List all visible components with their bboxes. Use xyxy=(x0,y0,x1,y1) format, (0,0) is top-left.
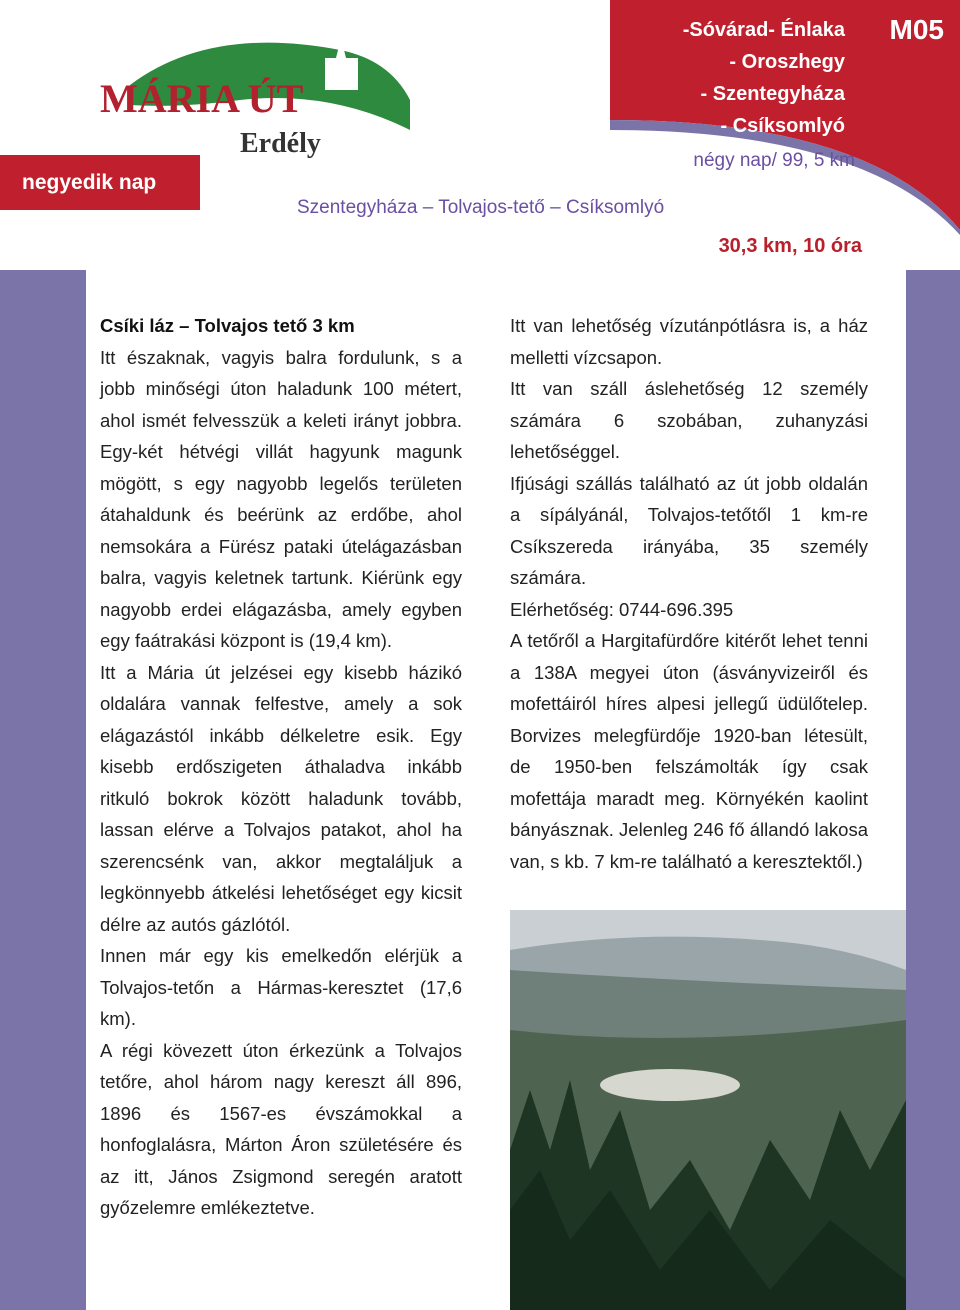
paragraph: A tetőről a Hargitafürdőre kitérőt lehet tenni a 138A megyei úton (ásványvizeiről és mofettáiról híres alpesi jellegű üdülőtelep. Borvizes melegfürdője 1920-ban létesült, de 1950-ben felszámolták így csak mofettája maradt meg. Környékén kaolint bányásznak. Jelenleg 246 fő állandó lakosa van, s kb. 7 km-re található a keresztektől.) xyxy=(510,630,868,872)
right-column xyxy=(510,310,868,877)
paragraph: A régi kövezett úton érkezünk a Tolvajos tetőre, ahol három nagy kereszt áll 896, 1896 és 1567-es évszámokkal a honfoglalásra, Márton Áron születésére és az itt, János Zsigmond seregén aratott győzelemre emlékeztetve. xyxy=(100,1039,462,1218)
route-title: Szentegyháza – Tolvajos-tető – Csíksomlyó xyxy=(297,197,665,218)
paragraph: Itt a Mária út jelzései egy kisebb házikó oldalára vannak felfestve, amely a sok elágazástól inkább délkeletre esik. Egy kisebb erdőszigeten áthaladva inkább ritkuló bokrok között haladunk tovább, lassan elérve a Tolvajos patakot, ahol ha szerencsénk van, akkor megtaláljuk a legkönnyebb átkelési lehetőséget egy kicsit délre az autós gázlótól. xyxy=(100,661,462,935)
day-label: negyedik nap xyxy=(0,155,200,210)
paragraph: Elérhetőség: 0744-696.395 xyxy=(510,598,734,620)
content-panel xyxy=(86,270,906,1310)
route-stops xyxy=(683,14,845,142)
paragraph: Innen már egy kis emelkedőn elérjük a Tolvajos-tetőn a Hármas-keresztet (17,6 km). xyxy=(100,945,462,1029)
days-distance: négy nap/ 99, 5 km xyxy=(693,150,855,171)
paragraph: Itt van lehetőség vízutánpótlásra is, a ház melletti vízcsapon. xyxy=(510,315,868,368)
stop: - Szentegyháza xyxy=(700,83,845,105)
paragraph: Ifjúsági szállás található az út jobb oldalán a sípályánál, Tolvajos-tetőtől 1 km-re Csíkszereda irányába, 35 személy számára. xyxy=(510,472,868,588)
section-heading: Csíki láz – Tolvajos tető 3 km xyxy=(100,315,355,336)
landscape-photo xyxy=(510,910,906,1310)
route-code: M05 xyxy=(889,14,944,45)
svg-text:Erdély: Erdély xyxy=(240,128,321,159)
stop: - Oroszhegy xyxy=(729,51,845,73)
paragraph: Itt van száll áslehetőség 12 személy számára 6 szobában, zuhanyzási lehetőséggel. xyxy=(510,378,868,462)
maria-ut-logo xyxy=(90,30,430,165)
stop: -Sóvárad- Énlaka xyxy=(682,19,845,41)
paragraph: Itt északnak, vagyis balra fordulunk, s a jobb minőségi úton haladunk 100 métert, ahol ismét felvesszük a keleti irányt jobbra. Egy-két hétvégi villát hagyunk magunk mögött, s egy nagyobb legelős területen átahaldunk és beérünk az erdőbe, ahol nemsokára a Fürész pataki útelágazásban balra, vagyis keletnek tartunk. Kiérünk egy nagyobb erdei elágazásba, amely egyben egy faátrakási központ is (19,4 km). xyxy=(100,346,462,651)
stop: - Csíksomlyó xyxy=(720,115,845,137)
svg-text:MÁRIA ÚT: MÁRIA ÚT xyxy=(100,76,304,121)
left-column xyxy=(100,310,462,1224)
stage-distance: 30,3 km, 10 óra xyxy=(718,235,862,257)
